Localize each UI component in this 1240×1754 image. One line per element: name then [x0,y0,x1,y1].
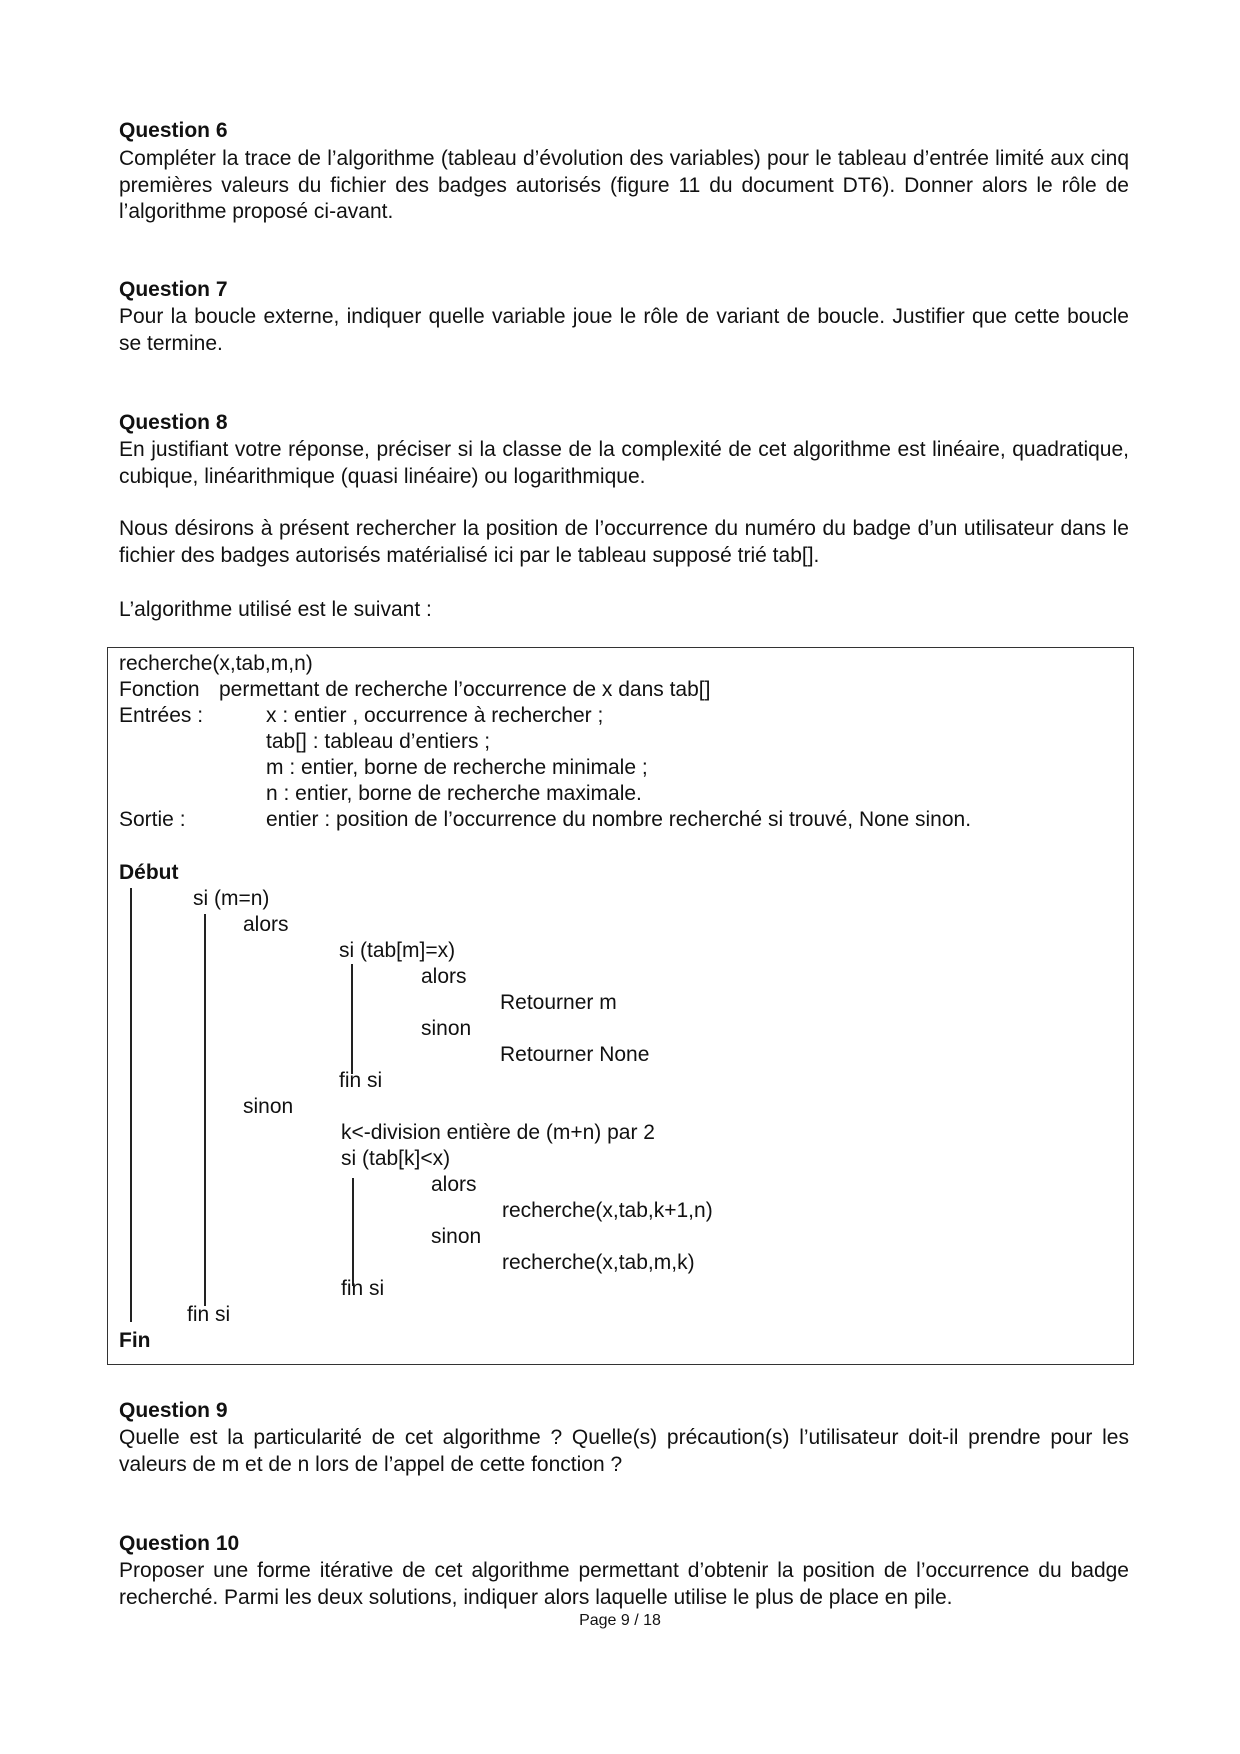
algo-sinon-3: sinon [431,1225,482,1248]
question-10-title: Question 10 [119,1532,240,1555]
algo-finsi-2: fin si [339,1069,383,1092]
algo-entrees-label: Entrées : [119,704,204,727]
algo-si-mn: si (m=n) [193,887,270,910]
question-7-text: Pour la boucle externe, indiquer quelle variable joue le rôle de variant de boucle. Justifier que cette boucle se termine. [119,305,1129,355]
algo-sortie-desc: entier : position de l’occurrence du nombre recherché si trouvé, None sinon. [266,808,972,831]
intro-paragraph: Nous désirons à présent rechercher la position de l’occurrence du numéro du badge d’un utilisateur dans le fichier des badges autorisés matérialisé ici par le tableau supposé trié tab[]. [119,517,1129,567]
algo-entree-m: m : entier, borne de recherche minimale ; [266,756,648,779]
algo-entree-n: n : entier, borne de recherche maximale. [266,782,642,805]
page-number: Page 9 / 18 [579,1612,661,1629]
algo-k-assign: k<-division entière de (m+n) par 2 [341,1121,655,1144]
block-bar-si-tabm [351,964,353,1074]
intro-algo-label: L’algorithme utilisé est le suivant : [119,598,432,621]
algo-finsi-3: fin si [341,1277,385,1300]
algo-rec-1: recherche(x,tab,k+1,n) [502,1199,713,1222]
algo-entree-tab: tab[] : tableau d’entiers ; [266,730,491,753]
question-8-title: Question 8 [119,411,228,434]
question-6-text: Compléter la trace de l’algorithme (tableau d’évolution des variables) pour le tableau d’entrée limité aux cinq premières valeurs du fichier des badges autorisés (figure 11 du document DT6). Donner alors le rôle de l’algorithme proposé ci-avant. [119,147,1129,223]
algo-fin: Fin [119,1329,151,1352]
block-bar-si-tabk [352,1178,354,1286]
algo-ret-m: Retourner m [500,991,617,1014]
block-bar-si-mn [204,914,206,1306]
algo-fonction-desc: permettant de recherche l’occurrence de x dans tab[] [219,678,711,701]
algo-finsi-1: fin si [187,1303,231,1326]
algo-sinon-2: sinon [421,1017,472,1040]
question-8-text: En justifiant votre réponse, préciser si la classe de la complexité de cet algorithme est linéaire, quadratique, cubique, linéarithmique (quasi linéaire) ou logarithmique. [119,438,1129,488]
algo-sortie-label: Sortie : [119,808,186,831]
algo-sinon-1: sinon [243,1095,294,1118]
algo-si-tabk: si (tab[k]<x) [341,1147,451,1170]
algo-signature: recherche(x,tab,m,n) [119,652,313,675]
algo-ret-none: Retourner None [500,1043,650,1066]
algo-alors-1: alors [243,913,289,936]
block-bar-outer [130,888,132,1322]
question-10-text: Proposer une forme itérative de cet algorithme permettant d’obtenir la position de l’occurrence du badge recherché. Parmi les deux solutions, indiquer alors laquelle utilise le plus de place en pile. [119,1559,1129,1609]
algo-rec-2: recherche(x,tab,m,k) [502,1251,695,1274]
algo-debut: Début [119,861,179,884]
algo-alors-3: alors [431,1173,477,1196]
question-6-title: Question 6 [119,119,228,142]
algo-fonction-label: Fonction [119,678,200,701]
algo-si-tabm: si (tab[m]=x) [339,939,456,962]
algo-entree-x: x : entier , occurrence à rechercher ; [266,704,604,727]
question-9-title: Question 9 [119,1399,228,1422]
question-9-text: Quelle est la particularité de cet algorithme ? Quelle(s) précaution(s) l’utilisateur doit-il prendre pour les valeurs de m et de n lors de l’appel de cette fonction ? [119,1426,1129,1476]
question-7-title: Question 7 [119,278,228,301]
algo-alors-2: alors [421,965,467,988]
